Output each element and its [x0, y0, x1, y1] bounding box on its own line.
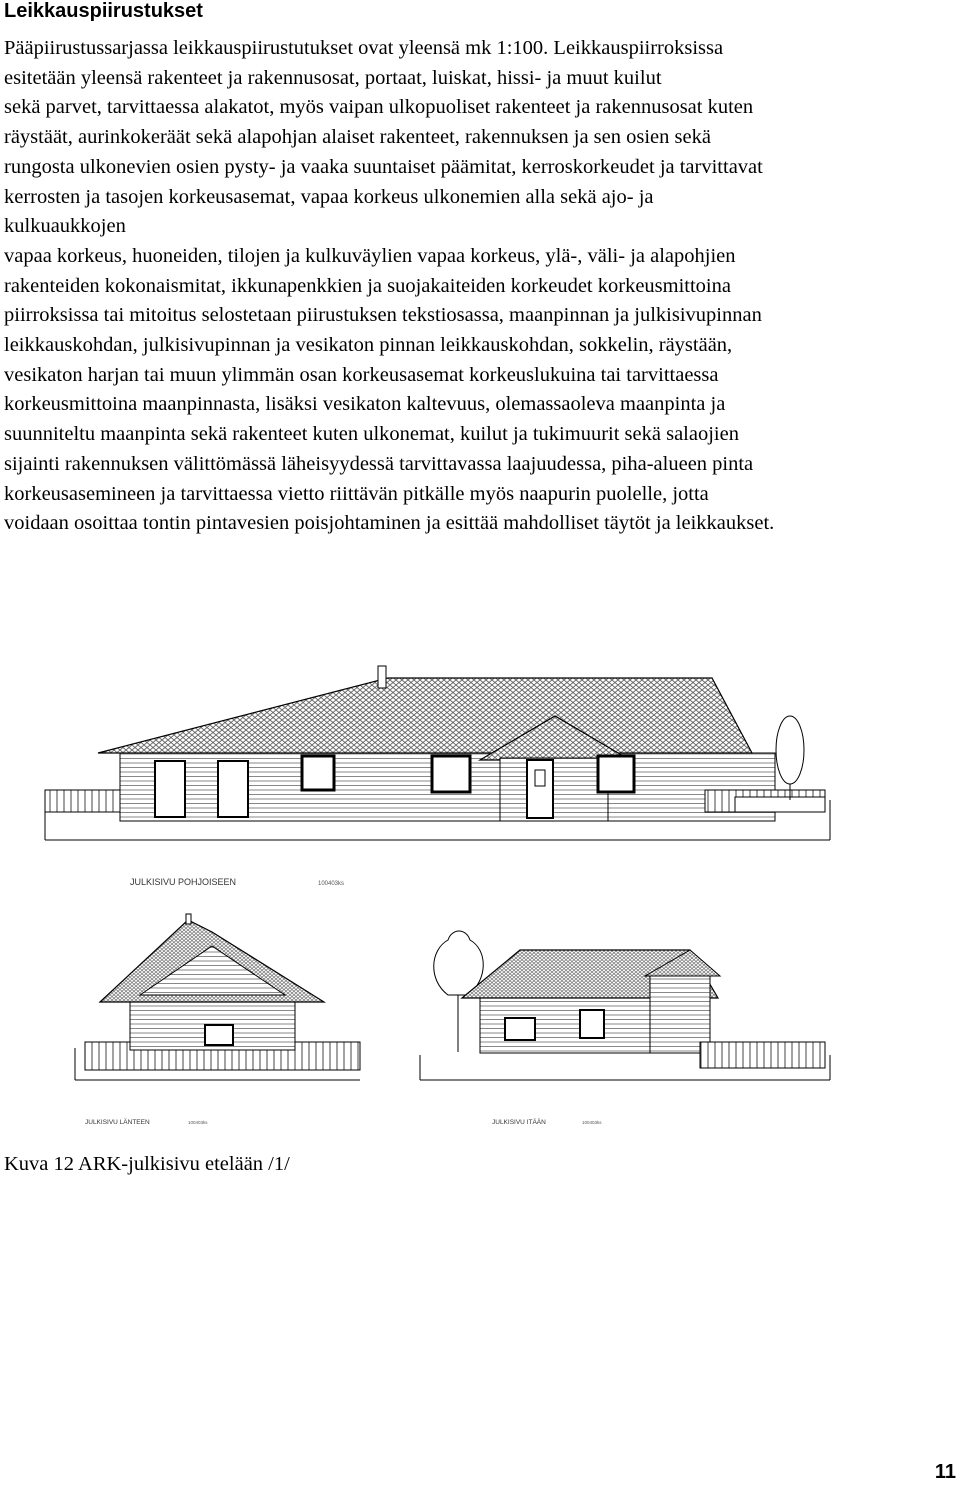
north-elevation-title: JULKISIVU POHJOISEEN	[130, 877, 237, 887]
west-elevation-title: JULKISIVU LÄNTEEN	[85, 1119, 150, 1126]
body-text-line: vesikaton harjan tai muun ylimmän osan korkeusasemat korkeuslukuina tai tarvittaessa	[4, 363, 719, 386]
body-text-line: suunniteltu maanpinta sekä rakenteet kuten ulkonemat, kuilut ja tukimuurit sekä salaojien	[4, 423, 739, 446]
page-heading: Leikkauspiirustukset	[4, 0, 203, 22]
north-elevation-code: 100403ks	[318, 881, 345, 887]
elevation-drawings	[0, 650, 960, 1140]
body-text-line: korkeusmittoina maanpinnasta, lisäksi vesikaton kaltevuus, olemassaoleva maanpinta ja	[4, 393, 726, 416]
body-text-line: leikkauskohdan, julkisivupinnan ja vesikaton pinnan leikkauskohdan, sokkelin, räystään,	[4, 334, 733, 357]
body-text-line: esitetään yleensä rakenteet ja rakennusosat, portaat, luiskat, hissi- ja muut kuilut	[4, 66, 662, 89]
body-text-line: kulkuaukkojen	[4, 215, 126, 238]
body-text-line: rakenteiden kokonaismitat, ikkunapenkkien ja suojakaiteiden korkeudet korkeusmittoina	[4, 274, 731, 297]
body-text-line: rungosta ulkonevien osien pysty- ja vaaka suuntaiset päämitat, kerroskorkeudet ja tarvittavat	[4, 155, 763, 178]
body-text-line: voidaan osoittaa tontin pintavesien poisjohtaminen ja esittää mahdolliset täytöt ja leikkaukset.	[4, 512, 775, 535]
north-elevation-drawing	[45, 666, 830, 887]
west-elevation-drawing	[75, 914, 360, 1126]
body-text-line: sekä parvet, tarvittaessa alakatot, myös vaipan ulkopuoliset rakenteet ja rakennusosat kuten	[4, 96, 754, 119]
body-paragraph	[4, 34, 956, 539]
east-elevation-title: JULKISIVU ITÄÄN	[492, 1119, 546, 1126]
east-elevation-drawing	[420, 931, 830, 1126]
body-text-line: vapaa korkeus, huoneiden, tilojen ja kulkuväylien vapaa korkeus, ylä-, väli- ja alapohjien	[4, 244, 736, 267]
body-text-line: sijainti rakennuksen välittömässä läheisyydessä tarvittavassa laajuudessa, piha-alueen pinta	[4, 452, 754, 475]
body-text-line: Pääpiirustussarjassa leikkauspiirustutukset ovat yleensä mk 1:100. Leikkauspiirroksissa	[4, 37, 724, 59]
body-text-line: piirroksissa tai mitoitus selostetaan piirustuksen tekstiosassa, maanpinnan ja julkisivupinnan	[4, 304, 762, 327]
page-number: 11	[934, 1461, 956, 1483]
figure-caption: Kuva 12 ARK-julkisivu etelään /1/	[4, 1153, 290, 1175]
east-elevation-code: 100403ks	[582, 1120, 602, 1125]
body-text-line: räystäät, aurinkokeräät sekä alapohjan alaiset rakenteet, rakennuksen ja sen osien sekä	[4, 126, 711, 149]
body-text-line: korkeusasemineen ja tarvittaessa vietto riittävän pitkälle myös naapurin puolelle, jotta	[4, 482, 709, 505]
west-elevation-code: 100403ks	[188, 1120, 208, 1125]
body-text-line: kerrosten ja tasojen korkeusasemat, vapaa korkeus ulkonemien alla sekä ajo- ja	[4, 185, 654, 208]
